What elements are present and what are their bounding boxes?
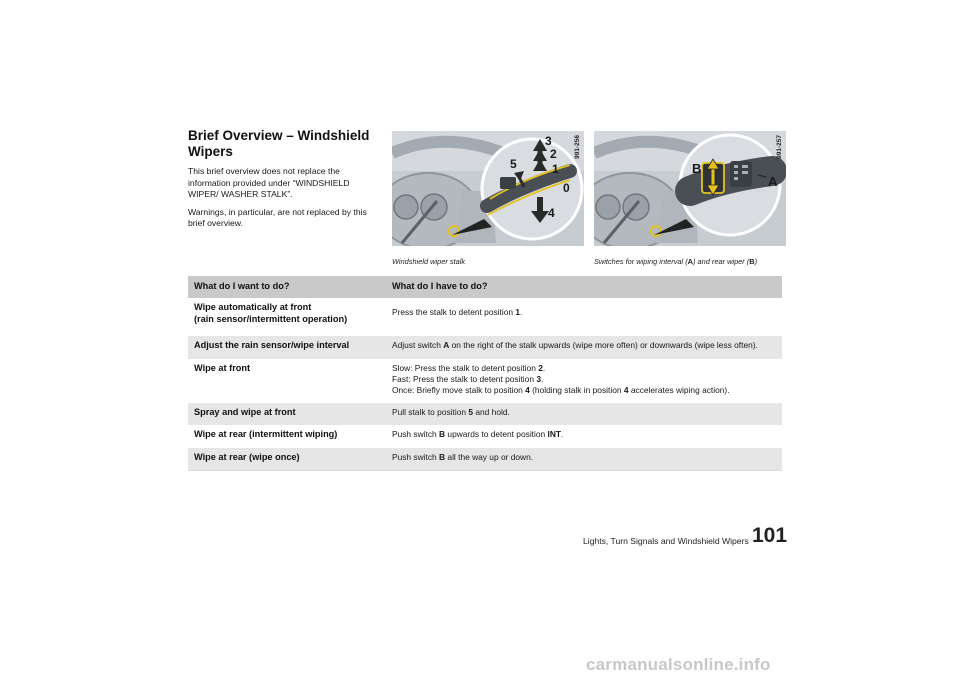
intro-text	[188, 166, 380, 236]
figure-code: 991-257	[776, 135, 783, 159]
position-3-label: 3	[545, 134, 552, 148]
table-row	[188, 448, 782, 471]
task-cell: Wipe at front	[188, 359, 386, 403]
table-row	[188, 425, 782, 448]
footer-section-title: Lights, Turn Signals and Windshield Wipers	[583, 536, 749, 546]
figure-caption: Windshield wiper stalk	[392, 257, 466, 266]
page-number: 101	[752, 524, 788, 547]
instruction-cell: Adjust switch A on the right of the stalk upwards (wipe more often) or downwards (wipe less often).	[386, 336, 782, 359]
column-header: What do I have to do?	[386, 276, 782, 298]
instruction-cell: Push switch B all the way up or down.	[386, 448, 782, 471]
instruction-cell: Push switch B upwards to detent position INT.	[386, 425, 782, 448]
task-cell: Wipe at rear (wipe once)	[188, 448, 386, 471]
watermark: carmanualsonline.info	[586, 655, 771, 674]
page-heading: Brief Overview – Windshield Wipers	[188, 128, 370, 159]
task-cell: Wipe at rear (intermittent wiping)	[188, 425, 386, 448]
position-5-label: 5	[510, 157, 517, 171]
figure-code: 991-256	[574, 135, 581, 159]
wiper-stalk-figure	[392, 131, 584, 246]
switch-a-label: A	[768, 174, 778, 189]
table-header-row	[188, 276, 782, 298]
task-cell: Spray and wipe at front	[188, 403, 386, 426]
position-0-label: 0	[563, 181, 570, 195]
instruction-cell: Pull stalk to position 5 and hold.	[386, 403, 782, 426]
instruction-cell: Press the stalk to detent position 1.	[386, 298, 782, 336]
overview-table	[188, 276, 782, 471]
table-row	[188, 359, 782, 403]
task-cell: Wipe automatically at front (rain sensor/intermittent operation)	[188, 298, 386, 336]
position-4-label: 4	[548, 206, 555, 220]
position-1-label: 1	[552, 162, 559, 176]
table-row	[188, 403, 782, 426]
table-row	[188, 298, 782, 336]
instruction-cell: Slow: Press the stalk to detent position 2. Fast: Press the stalk to detent position 3. Once: Briefly move stalk to position 4 (holding stalk in position 4 accelerates wiping action).	[386, 359, 782, 403]
task-cell: Adjust the rain sensor/wipe interval	[188, 336, 386, 359]
figure-caption: Switches for wiping interval (A) and rear wiper (B)	[594, 257, 758, 266]
switch-b-label: B	[692, 161, 702, 176]
column-header: What do I want to do?	[188, 276, 386, 298]
wiper-switches-figure	[594, 131, 786, 246]
intro-paragraph: This brief overview does not replace the information provided under “WINDSHIELD WIPER/ WASHER STALK”.	[188, 166, 350, 200]
position-2-label: 2	[550, 147, 557, 161]
table-row	[188, 336, 782, 359]
intro-paragraph: Warnings, in particular, are not replaced by this brief overview.	[188, 206, 367, 229]
